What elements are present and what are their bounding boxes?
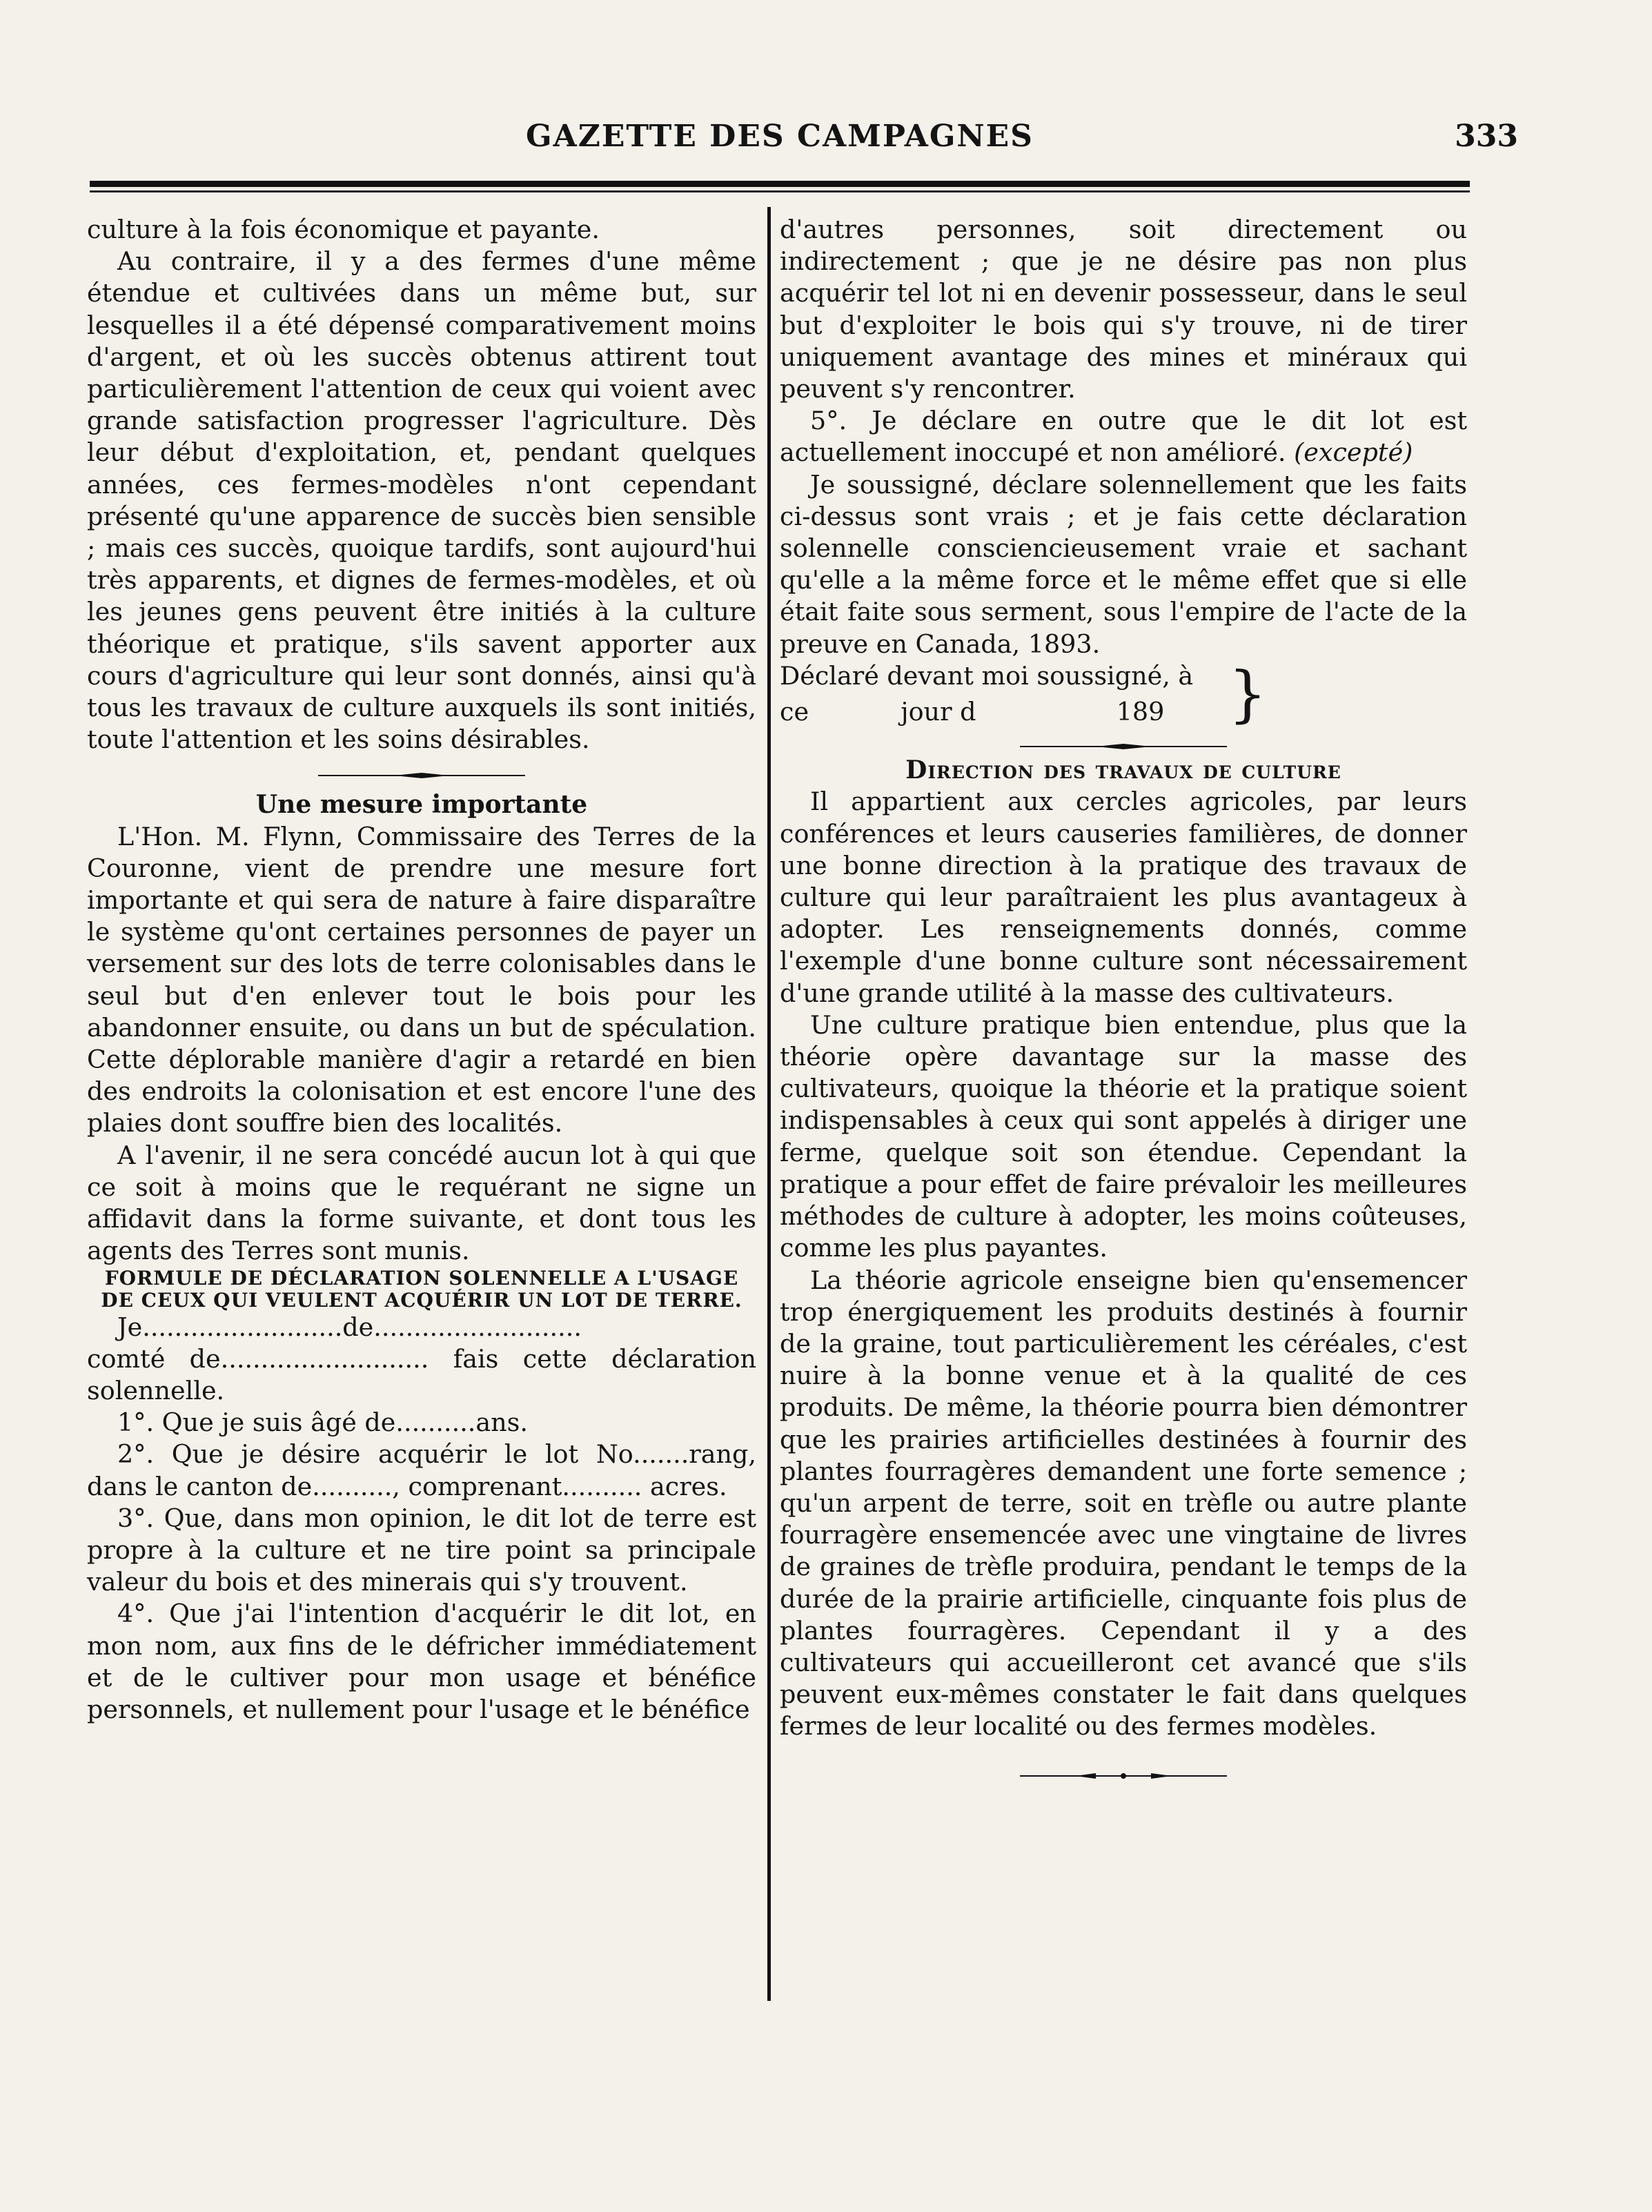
header-rule-thick <box>90 181 1470 187</box>
section-separator <box>318 772 525 776</box>
form-line: 1°. Que je suis âgé de..........ans. <box>117 1408 528 1438</box>
paragraph: L'Hon. M. Flynn, Commissaire des Terres de la Couronne, vient de prendre une mesure fort importante et qui sera de nature à faire disparaître le système qu'ont certaines personnes de payer un versement sur des lots de terre colonisables dans le seul but d'en enlever tout le bois pour les abandonner ensuite, ou dans un but de spéculation. Cette déplorable manière d'agir a retardé en bien des endroits la colonisation et est encore l'une des plaies dont souffre bien des localités. <box>87 821 756 1138</box>
form-line: 4°. Que j'ai l'intention d'acquérir le dit lot, en mon nom, aux fins de le défricher immédiatement et de le cultiver pour mon usage et bénéfice personnels, et nullement pour l'usage et le bénéfice <box>87 1599 756 1724</box>
paragraph <box>780 405 1467 468</box>
declaration-italic: (excepté) <box>1294 437 1413 468</box>
paragraph: Il appartient aux cercles agricoles, par leurs conférences et leurs causeries familières, de donner une bonne direction à la pratique des travaux de culture qui leur paraîtraient les plus avantageux à adopter. Les renseignements donnés, comme l'exemple d'une bonne culture sont nécessairement d'une grande utilité à la masse des cultivateurs. <box>780 787 1467 1008</box>
page-number: 333 <box>1455 119 1518 154</box>
page-header <box>90 116 1518 157</box>
right-column <box>780 214 1467 1788</box>
separator-ornament <box>1020 743 1227 750</box>
sig-year: 189 <box>1116 697 1165 727</box>
separator-ornament <box>318 772 525 779</box>
signature-line <box>780 696 1221 728</box>
signature-lines <box>780 660 1221 728</box>
signature-line: Déclaré devant moi soussigné, à <box>780 660 1194 691</box>
declaration-text: 5°. Je déclare en outre que le dit lot est actuellement inoccupé et non amélioré. <box>780 406 1467 468</box>
sig-ce: ce <box>780 697 809 727</box>
section-separator <box>1020 743 1227 747</box>
form-line: 3°. Que, dans mon opinion, le dit lot de terre est propre à la culture et ne tire point sa principale valeur du bois et des minerais qui s'y trouvent. <box>87 1503 756 1597</box>
paragraph: d'autres personnes, soit directement ou indirectement ; que je ne désire pas non plus acquérir tel lot ni en devenir possesseur, dans le seul but d'exploiter le bois qui s'y trouve, ni de tirer uniquement avantage des mines et minéraux qui peuvent s'y rencontrer. <box>780 215 1467 404</box>
form-line: 2°. Que je désire acquérir le lot No.......rang, dans le canton de.........., comprenant.......... acres. <box>87 1439 756 1501</box>
signature-block <box>780 660 1467 728</box>
form-line: Je.........................de.......................... <box>117 1312 582 1342</box>
paragraph: Je soussigné, déclare solennellement que les faits ci-dessus sont vrais ; et je fais cette déclaration solennelle consciencieusement vraie et sachant qu'elle a la même force et le même effet que si elle était faite sous serment, sous l'empire de l'acte de la preuve en Canada, 1893. <box>780 469 1467 659</box>
column-divider <box>767 207 771 2001</box>
section-title: Une mesure importante <box>255 790 588 820</box>
paragraph: Au contraire, il y a des fermes d'une même étendue et cultivées dans un même but, sur lesquelles il a été dépensé comparativement moins d'argent, et où les succès obtenus attirent tout particulièrement l'attention de ceux qui voient avec grande satisfaction progresser l'agriculture. Dès leur début d'exploitation, et, pendant quelques années, ces fermes-modèles n'ont cependant présenté qu'une apparence de succès bien sensible ; mais ces succès, quoique tardifs, sont aujourd'hui très apparents, et dignes de fermes-modèles, et où les jeunes gens peuvent être initiés à la culture théorique et pratique, s'ils savent apporter aux cours d'agriculture qui leur sont donnés, ainsi qu'à tous les travaux de culture auxquels ils sont initiés, toute l'attention et les soins désirables. <box>87 246 756 755</box>
section-title: Direction des travaux de culture <box>905 756 1341 785</box>
paragraph: Une culture pratique bien entendue, plus que la théorie opère davantage sur la masse des cultivateurs, quoique la théorie et la pratique soient indispensables à ceux qui sont appelés à diriger une ferme, quelque soit son étendue. Cependant la pratique a pour effet de faire prévaloir les meilleures méthodes de culture à adopter, les moins coûteuses, comme les plus payantes. <box>780 1009 1467 1263</box>
brace-icon: } <box>1228 658 1267 730</box>
end-ornament <box>780 1757 1467 1788</box>
paragraph: La théorie agricole enseigne bien qu'ensemencer trop énergiquement les produits destinés à fournir de la graine, tout particulièrement les céréales, c'est nuire à la bonne venue et à la qualité de ces produits. De même, la théorie pourra bien démontrer que les prairies artificielles destinées à fournir des plantes fourragères demandent une forte semence ; qu'un arpent de terre, soit en trèfle ou autre plante fourragère ensemencée avec une vingtaine de livres de graines de trèfle produira, pendant le temps de la durée de la prairie artificielle, cinquante fois plus de plantes fourragères. Cependant il y a des cultivateurs qui accueilleront cet avancé que s'ils peuvent eux-mêmes constater le fait dans quelques fermes de leur localité ou des fermes modèles. <box>780 1265 1467 1741</box>
end-separator-ornament <box>1020 1771 1227 1781</box>
paragraph: culture à la fois économique et payante. <box>87 215 600 244</box>
left-column <box>87 214 756 1726</box>
header-rule-thin <box>90 190 1470 192</box>
form-title: FORMULE DE DÉCLARATION SOLENNELLE A L'USAGE DE CEUX QUI VEULENT ACQUÉRIR UN LOT DE TERRE. <box>101 1266 743 1312</box>
paragraph: A l'avenir, il ne sera concédé aucun lot à qui que ce soit à moins que le requérant ne signe un affidavit dans la forme suivante, et dont tous les agents des Terres sont munis. <box>87 1140 756 1266</box>
running-title: GAZETTE DES CAMPAGNES <box>526 119 1034 154</box>
form-line: comté de.......................... fais cette déclaration solennelle. <box>87 1343 756 1405</box>
sig-jour: jour d <box>901 697 976 727</box>
